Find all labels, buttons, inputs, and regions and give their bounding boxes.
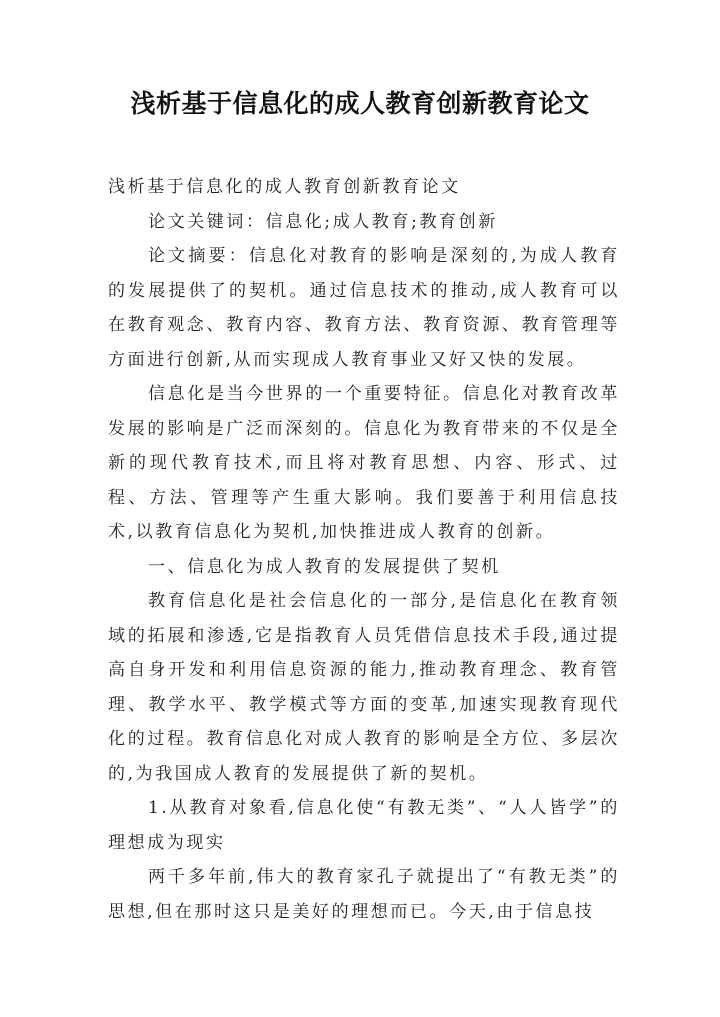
paragraph-intro: 信息化是当今世界的一个重要特征。信息化对教育改革发展的影响是广泛而深刻的。信息化为教育带来的不仅是全新的现代教育技术,而且将对教育思想、内容、形式、过程、方法、管理等产生重大影响。我们要善于利用信息技术,以教育信息化为契机,加快推进成人教育的创新。 [108,384,620,542]
section-heading-1: 一、信息化为成人教育的发展提供了契机 [148,556,501,577]
paragraph-subtitle: 浅析基于信息化的成人教育创新教育论文 [108,177,461,197]
document-title: 浅析基于信息化的成人教育创新教育论文 [130,89,590,118]
paragraph-abstract: 论文摘要：信息化对教育的影响是深刻的,为成人教育的发展提供了的契机。通过信息技术的推动,成人教育可以在教育观念、教育内容、教育方法、教育资源、教育管理等方面进行创新,从而实现成人教育事业又好又快的发展。 [108,246,620,370]
paragraph-section-1: 教育信息化是社会信息化的一部分,是信息化在教育领域的拓展和渗透,它是指教育人员凭借信息技术手段,通过提高自身开发和利用信息资源的能力,推动教育理念、教育管理、教学水平、教学模式等方面的变革,加速实现教育现代化的过程。教育信息化对成人教育的影响是全方位、多层次的,为我国成人教育的发展提供了新的契机。 [108,591,620,784]
paragraph-subsection-1: 两千多年前,伟大的教育家孔子就提出了“有教无类”的思想,但在那时这只是美好的理想而已。今天,由于信息技 [108,867,620,922]
document-body [108,170,620,929]
subsection-heading-1: 1.从教育对象看,信息化使“有教无类”、“人人皆学”的理想成为现实 [108,798,620,853]
paragraph-keywords: 论文关键词：信息化;成人教育;教育创新 [148,211,498,232]
